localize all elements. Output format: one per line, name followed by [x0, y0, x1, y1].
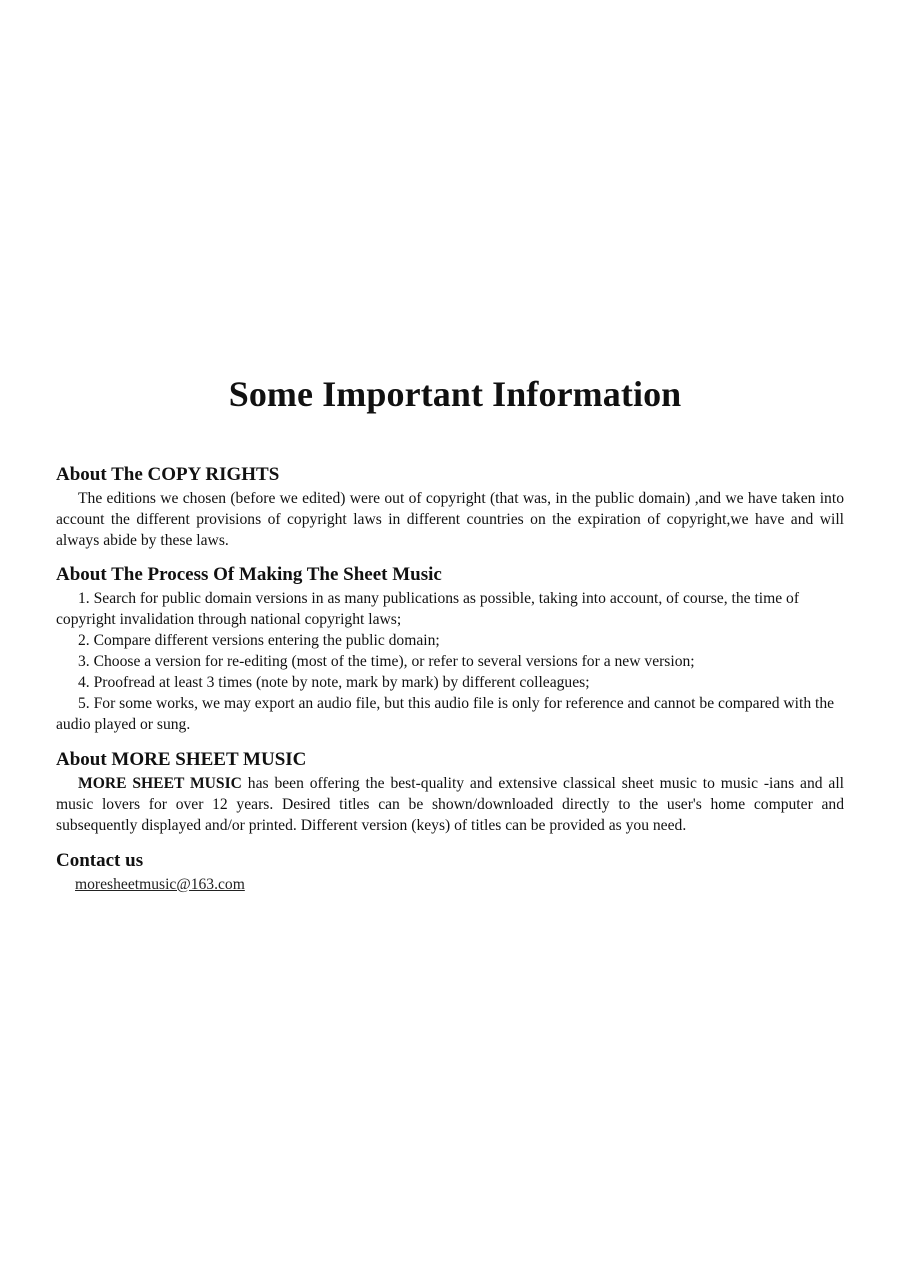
section-heading-copyrights: About The COPY RIGHTS: [56, 464, 280, 485]
section-heading-contact: Contact us: [56, 850, 144, 871]
process-step: 3. Choose a version for re-editing (most of the time), or refer to several versions for a new version;: [78, 653, 695, 670]
more-body-text: has been offering the best-quality and extensive classical sheet music to music -ians and all music lovers for over 12 years. Desired titles can be shown/downloaded directly to the user's home computer and subsequently displayed and/or printed. Different version (keys) of titles can be provided as you need.: [56, 775, 844, 834]
section-heading-process: About The Process Of Making The Sheet Music: [56, 564, 442, 585]
process-step: 2. Compare different versions entering the public domain;: [78, 632, 440, 649]
process-step: 1. Search for public domain versions in as many publications as possible, taking into account, of course, the time of copyright invalidation through national copyright laws;: [56, 590, 800, 628]
section-contact: [56, 848, 844, 895]
brand-name: MORE SHEET MUSIC: [78, 775, 242, 792]
page-title: Some Important Information: [228, 374, 682, 414]
process-step: 5. For some works, we may export an audio file, but this audio file is only for reference and cannot be compared with the audio played or sung.: [56, 695, 835, 733]
section-heading-more: About MORE SHEET MUSIC: [56, 749, 307, 770]
copyrights-paragraph: The editions we chosen (before we edited) were out of copyright (that was, in the public domain) ,and we have taken into account the different provisions of copyright laws in different countries on the expiration of copyright,we have and will always abide by these laws.: [56, 490, 844, 549]
contact-email-link[interactable]: moresheetmusic@163.com: [75, 876, 245, 893]
section-process: [56, 562, 844, 735]
section-copyrights: [56, 462, 844, 551]
section-more-sheet-music: [56, 747, 844, 836]
process-step: 4. Proofread at least 3 times (note by note, mark by mark) by different colleagues;: [78, 674, 590, 691]
document-content: [56, 462, 844, 895]
more-paragraph: [56, 773, 844, 836]
